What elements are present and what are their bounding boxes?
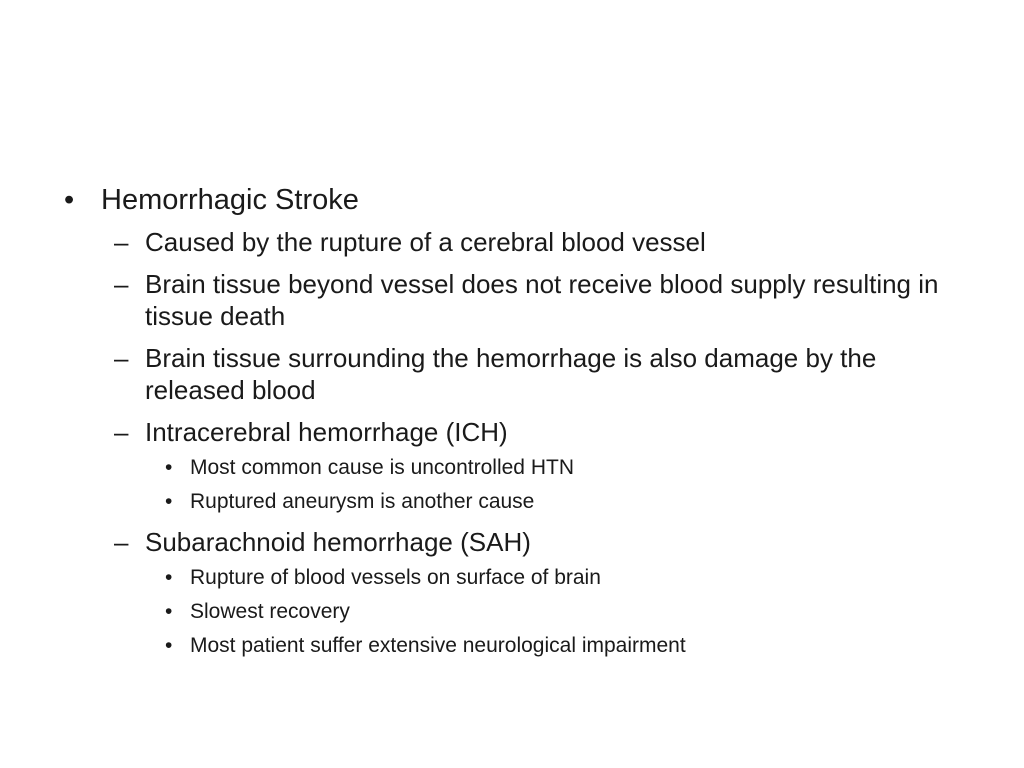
subbullet-text: Intracerebral hemorrhage (ICH) xyxy=(145,417,508,447)
subbullet-text: Caused by the rupture of a cerebral blood vessel xyxy=(145,227,706,257)
subbullet-tissue-death xyxy=(60,268,945,332)
detail-text: Slowest recovery xyxy=(190,600,350,623)
subbullet-ich xyxy=(60,416,945,448)
subbullet-surrounding-damage xyxy=(60,342,945,406)
bullet-marker: • xyxy=(165,634,173,657)
detail-htn xyxy=(60,455,960,481)
bullet-hemorrhagic-stroke xyxy=(60,178,960,222)
dash-marker: – xyxy=(114,527,129,557)
subbullet-rupture-cause xyxy=(60,226,945,258)
detail-neurological-impairment xyxy=(60,633,960,659)
detail-text: Most common cause is uncontrolled HTN xyxy=(190,456,574,479)
bullet-text: Hemorrhagic Stroke xyxy=(101,184,359,216)
subbullet-text: Subarachnoid hemorrhage (SAH) xyxy=(145,527,531,557)
detail-text: Ruptured aneurysm is another cause xyxy=(190,490,535,513)
dash-marker: – xyxy=(114,227,129,257)
subbullet-text: Brain tissue beyond vessel does not receive blood supply resulting in tissue death xyxy=(145,269,939,331)
dash-marker: – xyxy=(114,269,129,299)
bullet-marker: • xyxy=(64,184,75,216)
bullet-marker: • xyxy=(165,456,173,479)
detail-aneurysm xyxy=(60,489,960,515)
bullet-marker: • xyxy=(165,566,173,589)
dash-marker: – xyxy=(114,417,129,447)
detail-surface-vessels xyxy=(60,565,960,591)
subbullet-sah xyxy=(60,526,945,558)
subbullet-text: Brain tissue surrounding the hemorrhage is also damage by the released blood xyxy=(145,343,877,405)
dash-marker: – xyxy=(114,343,129,373)
bullet-marker: • xyxy=(165,600,173,623)
detail-text: Rupture of blood vessels on surface of brain xyxy=(190,566,601,589)
detail-slowest-recovery xyxy=(60,599,960,625)
detail-text: Most patient suffer extensive neurological impairment xyxy=(190,634,686,657)
bullet-marker: • xyxy=(165,490,173,513)
bullet-list xyxy=(60,178,960,659)
